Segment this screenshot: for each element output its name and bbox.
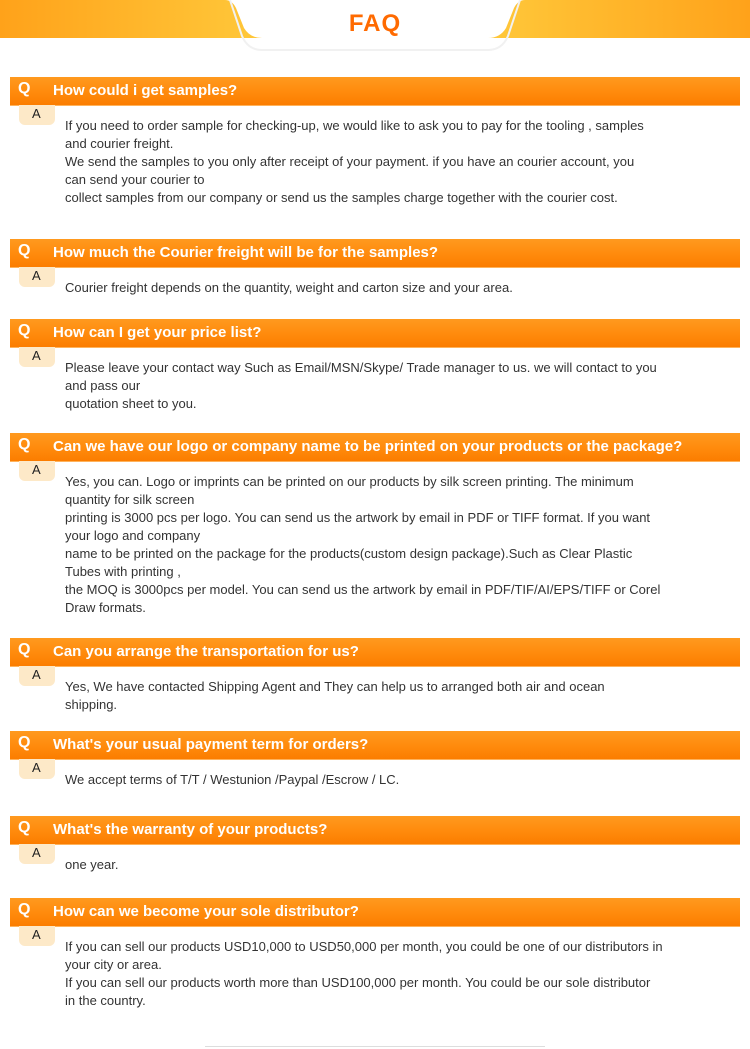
answer-line: name to be printed on the package for the products(custom design package).Such as Clear Plastic xyxy=(65,546,633,561)
answer-line: collect samples from our company or send us the samples charge together with the courier cost. xyxy=(65,190,618,205)
answer-text xyxy=(65,856,740,874)
question-marker: Q xyxy=(18,436,31,453)
answer-marker: A xyxy=(32,845,41,860)
answer-line: We accept terms of T/T / Westunion /Paypal /Escrow / LC. xyxy=(65,772,400,787)
question-text: How can we become your sole distributor? xyxy=(53,903,359,920)
answer-line: If you need to order sample for checking-up, we would like to ask you to pay for the tooling , samples xyxy=(65,118,644,133)
answer-line: in the country. xyxy=(65,993,146,1008)
answer-line: and pass our xyxy=(65,378,141,393)
question-text: Can you arrange the transportation for us? xyxy=(53,643,359,660)
question-text: How can I get your price list? xyxy=(53,324,262,341)
answer-line: printing is 3000 pcs per logo. You can send us the artwork by email in PDF or TIFF format. If you want xyxy=(65,510,651,525)
answer-line: and courier freight. xyxy=(65,136,174,151)
question-marker: Q xyxy=(18,641,31,658)
question-marker: Q xyxy=(18,734,31,751)
question-text: What's the warranty of your products? xyxy=(53,821,328,838)
answer-line: can send your courier to xyxy=(65,172,205,187)
answer-text xyxy=(65,359,740,413)
answer-line: If you can sell our products worth more than USD100,000 per month. You could be our sole distributor xyxy=(65,975,651,990)
answer-text xyxy=(65,473,740,617)
question-text: How much the Courier freight will be for the samples? xyxy=(53,244,439,261)
answer-line: Yes, We have contacted Shipping Agent and They can help us to arranged both air and ocean xyxy=(65,679,605,694)
answer-line: shipping. xyxy=(65,697,118,712)
question-marker: Q xyxy=(18,80,31,97)
answer-text xyxy=(65,279,740,297)
answer-text xyxy=(65,938,740,1010)
answer-marker: A xyxy=(32,348,41,363)
question-marker: Q xyxy=(18,242,31,259)
answer-line: Yes, you can. Logo or imprints can be printed on our products by silk screen printing. The minimum xyxy=(65,474,634,489)
answer-marker: A xyxy=(32,268,41,283)
answer-line: quantity for silk screen xyxy=(65,492,195,507)
answer-line: your logo and company xyxy=(65,528,201,543)
answer-line: If you can sell our products USD10,000 to USD50,000 per month, you could be one of our distributors in xyxy=(65,939,663,954)
question-marker: Q xyxy=(18,819,31,836)
answer-line: one year. xyxy=(65,857,119,872)
page-title: FAQ xyxy=(348,10,402,37)
answer-line: the MOQ is 3000pcs per model. You can send us the artwork by email in PDF/TIF/AI/EPS/TIFF or Corel xyxy=(65,582,661,597)
answer-line: Tubes with printing , xyxy=(65,564,181,579)
answer-marker: A xyxy=(32,462,41,477)
answer-marker: A xyxy=(32,927,41,942)
answer-text xyxy=(65,678,740,714)
answer-marker: A xyxy=(32,667,41,682)
answer-marker: A xyxy=(32,760,41,775)
answer-text xyxy=(65,117,740,207)
answer-marker: A xyxy=(32,106,41,121)
answer-line: quotation sheet to you. xyxy=(65,396,197,411)
question-text: What's your usual payment term for orders? xyxy=(53,736,369,753)
question-marker: Q xyxy=(18,901,31,918)
question-text: Can we have our logo or company name to be printed on your products or the package? xyxy=(53,438,683,455)
answer-line: Courier freight depends on the quantity, weight and carton size and your area. xyxy=(65,280,513,295)
answer-line: your city or area. xyxy=(65,957,162,972)
answer-line: We send the samples to you only after receipt of your payment. if you have an courier account, you xyxy=(65,154,635,169)
faq-header xyxy=(0,0,750,56)
question-marker: Q xyxy=(18,322,31,339)
question-text: How could i get samples? xyxy=(53,82,238,99)
answer-line: Draw formats. xyxy=(65,600,146,615)
answer-text xyxy=(65,771,740,789)
footer-divider xyxy=(205,1046,545,1047)
answer-line: Please leave your contact way Such as Email/MSN/Skype/ Trade manager to us. we will contact to you xyxy=(65,360,657,375)
